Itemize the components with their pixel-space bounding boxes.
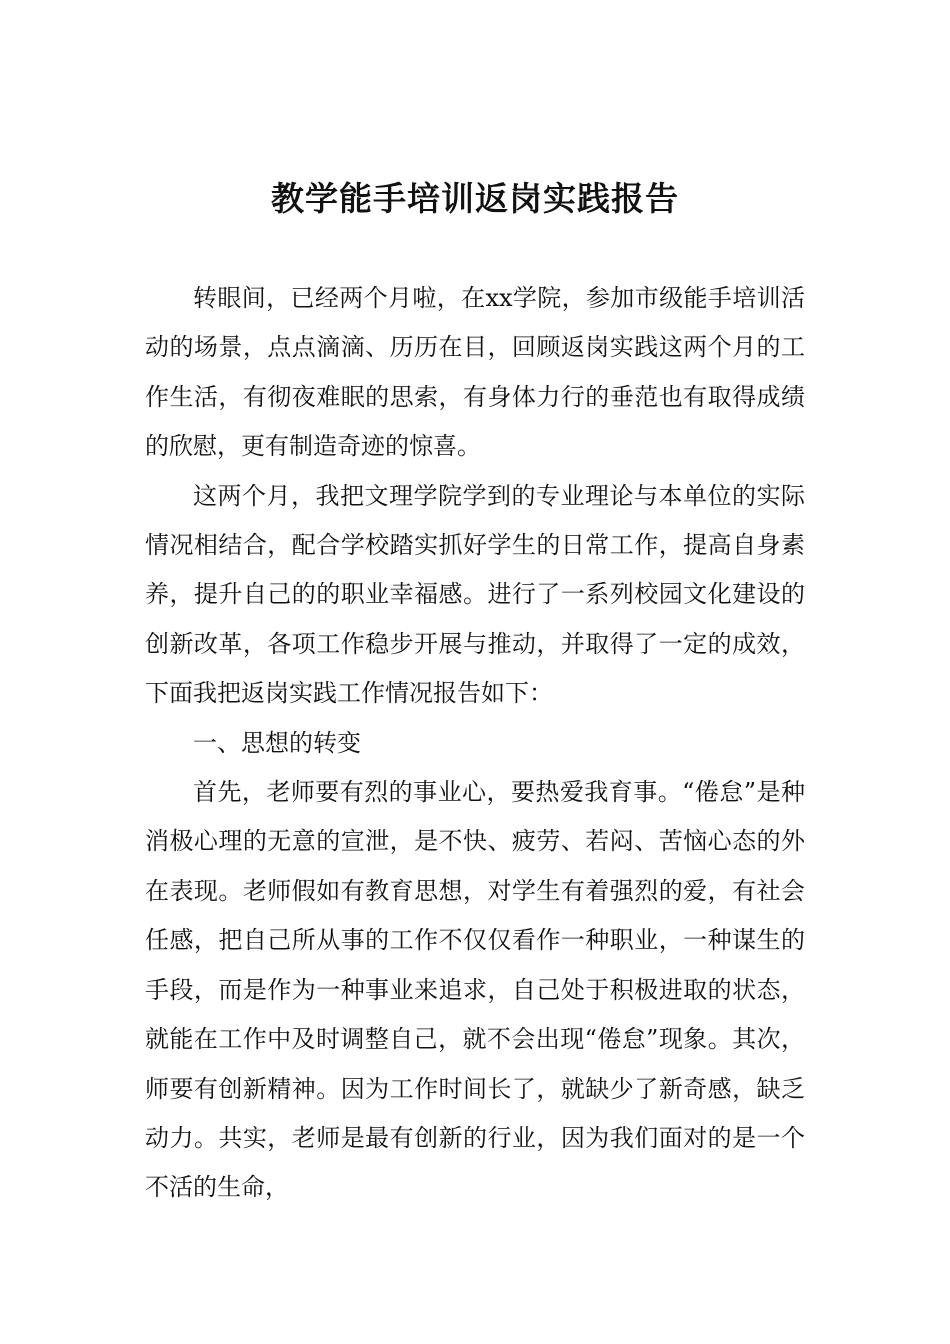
paragraph-section-1: 首先，老师要有烈的事业心，要热爱我育事。“倦怠”是种消极心理的无意的宣泄，是不快、疲劳、若闷、苦恼心态的外在表现。老师假如有教育思想，对学生有着强烈的爱，有社会任感，把自己所从事的工作不仅仅看作一种职业，一种谋生的手段，而是作为一种事业来追求，自己处于积极进取的状态，就能在工作中及时调整自己，就不会出现“倦怠”现象。其次，师要有创新精神。因为工作时间长了，就缺少了新奇感，缺乏动力。共实，老师是最有创新的行业，因为我们面对的是一个不活的生命， (145, 778, 805, 1202)
document-title: 教学能手培训返岗实践报告 (271, 179, 679, 218)
paragraph-overview: 这两个月，我把文理学院学到的专业理论与本单位的实际情况相结合，配合学校踏实抓好学生的日常工作，提高自身素养，提升自己的的职业幸福感。进行了一系列校园文化建设的创新改革，各项工作稳步开展与推动，并取得了一定的成效，下面我把返岗实践工作情况报告如下： (145, 481, 805, 708)
paragraph-intro: 转眼间，已经两个月啦，在xx学院，参加市级能手培训活动的场景，点点滴滴、历历在目，回顾返岗实践这两个月的工作生活，有彻夜难眠的思索，有身体力行的垂范也有取得成绩的欣慰，更有制造奇迹的惊喜。 (145, 284, 805, 461)
section-heading-1: 一、思想的转变 (193, 728, 361, 757)
document-body (145, 274, 805, 1213)
